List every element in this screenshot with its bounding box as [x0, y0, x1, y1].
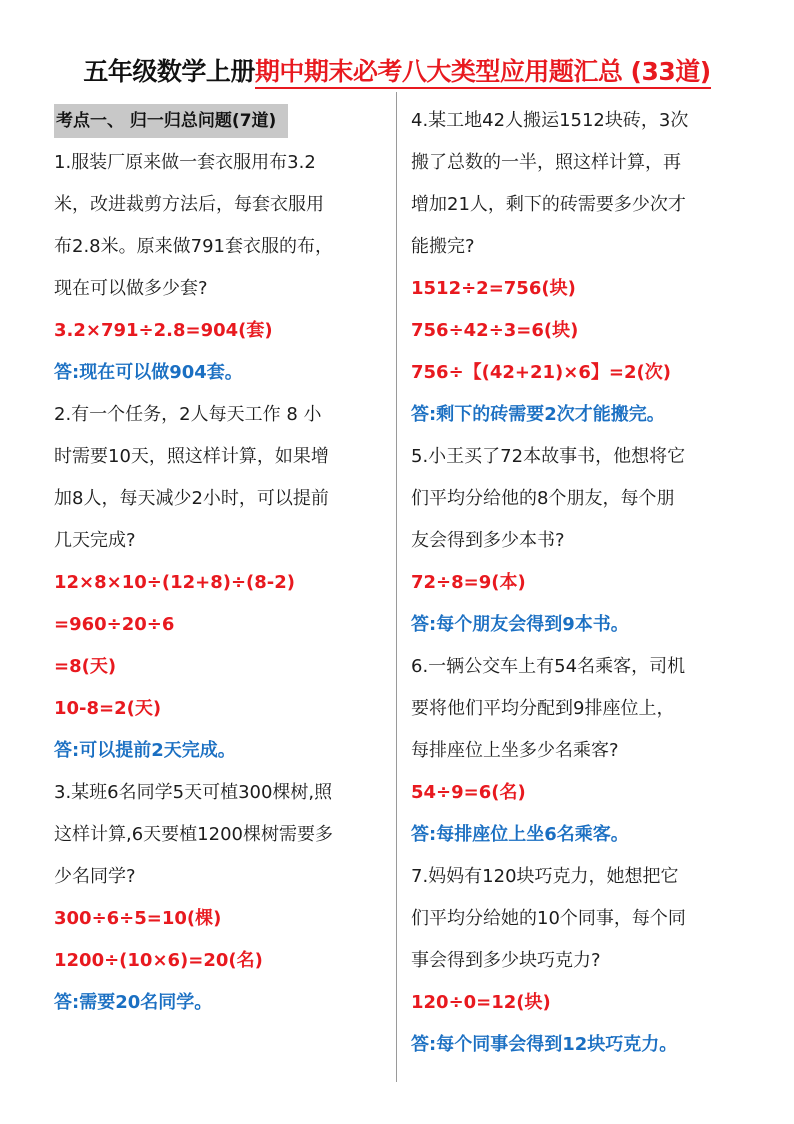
right-column	[411, 100, 741, 1066]
problem-text-line: 现在可以做多少套?	[54, 278, 208, 299]
equation-line: =960÷20÷6	[54, 614, 175, 635]
problem-text-line: 2.有一个任务，2人每天工作 8 小	[54, 404, 322, 425]
problem-text-line: 搬了总数的一半，照这样计算，再	[411, 152, 681, 173]
title-grade: 五年级数学上册	[83, 57, 255, 86]
equation-line: 756÷42÷3=6(块)	[411, 320, 579, 341]
equation-line: =8(天)	[54, 656, 117, 677]
equation-line: 72÷8=9(本)	[411, 572, 526, 593]
equation-line: 756÷【(42+21)×6】=2(次)	[411, 362, 671, 383]
problem-text-line: 1.服装厂原来做一套衣服用布3.2	[54, 152, 316, 173]
equation-line: 1200÷(10×6)=20(名)	[54, 950, 263, 971]
problem-text-line: 6.一辆公交车上有54名乘客，司机	[411, 656, 686, 677]
problem-text-line: 布2.8米。原来做791套衣服的布，	[54, 236, 333, 257]
equation-line: 300÷6÷5=10(棵)	[54, 908, 222, 929]
problem-text-line: 这样计算,6天要植1200棵树需要多	[54, 824, 333, 845]
answer-line: 答:每排座位上坐6名乘客。	[411, 824, 629, 845]
problem-text-line: 要将他们平均分配到9排座位上，	[411, 698, 675, 719]
problem-text-line: 友会得到多少本书?	[411, 530, 565, 551]
equation-line: 120÷0=12(块)	[411, 992, 551, 1013]
equation-line: 1512÷2=756(块)	[411, 278, 576, 299]
answer-line: 答:需要20名同学。	[54, 992, 213, 1013]
equation-line: 10-8=2(天)	[54, 698, 162, 719]
problem-text-line: 3.某班6名同学5天可植300棵树,照	[54, 782, 333, 803]
problem-text-line: 增加21人，剩下的砖需要多少次才	[411, 194, 686, 215]
answer-line: 答:可以提前2天完成。	[54, 740, 236, 761]
problem-text-line: 少名同学?	[54, 866, 136, 887]
left-column	[54, 100, 380, 1024]
problem-text-line: 4.某工地42人搬运1512块砖，3次	[411, 110, 689, 131]
section-header: 考点一、 归一归总问题(7道)	[54, 104, 288, 138]
equation-line: 54÷9=6(名)	[411, 782, 526, 803]
answer-line: 答:每个同事会得到12块巧克力。	[411, 1034, 678, 1055]
problem-text-line: 事会得到多少块巧克力?	[411, 950, 601, 971]
problem-text-line: 7.妈妈有120块巧克力，她想把它	[411, 866, 679, 887]
page-title	[0, 52, 794, 88]
answer-line: 答:现在可以做904套。	[54, 362, 243, 383]
equation-line: 3.2×791÷2.8=904(套)	[54, 320, 273, 341]
problem-text-line: 加8人，每天减少2小时，可以提前	[54, 488, 329, 509]
problem-text-line: 米，改进裁剪方法后，每套衣服用	[54, 194, 324, 215]
answer-line: 答:每个朋友会得到9本书。	[411, 614, 629, 635]
problem-text-line: 每排座位上坐多少名乘客?	[411, 740, 619, 761]
column-divider	[396, 92, 397, 1082]
problem-text-line: 们平均分给他的8个朋友，每个朋	[411, 488, 675, 509]
problem-text-line: 几天完成?	[54, 530, 136, 551]
answer-line: 答:剩下的砖需要2次才能搬完。	[411, 404, 665, 425]
problem-text-line: 5.小王买了72本故事书，他想将它	[411, 446, 686, 467]
equation-line: 12×8×10÷(12+8)÷(8-2)	[54, 572, 296, 593]
problem-text-line: 能搬完?	[411, 236, 475, 257]
problem-text-line: 时需要10天，照这样计算，如果增	[54, 446, 329, 467]
section-header-wrap	[54, 100, 380, 142]
title-topic: 期中期末必考八大类型应用题汇总 (33道)	[255, 57, 711, 89]
problem-text-line: 们平均分给她的10个同事，每个同	[411, 908, 686, 929]
